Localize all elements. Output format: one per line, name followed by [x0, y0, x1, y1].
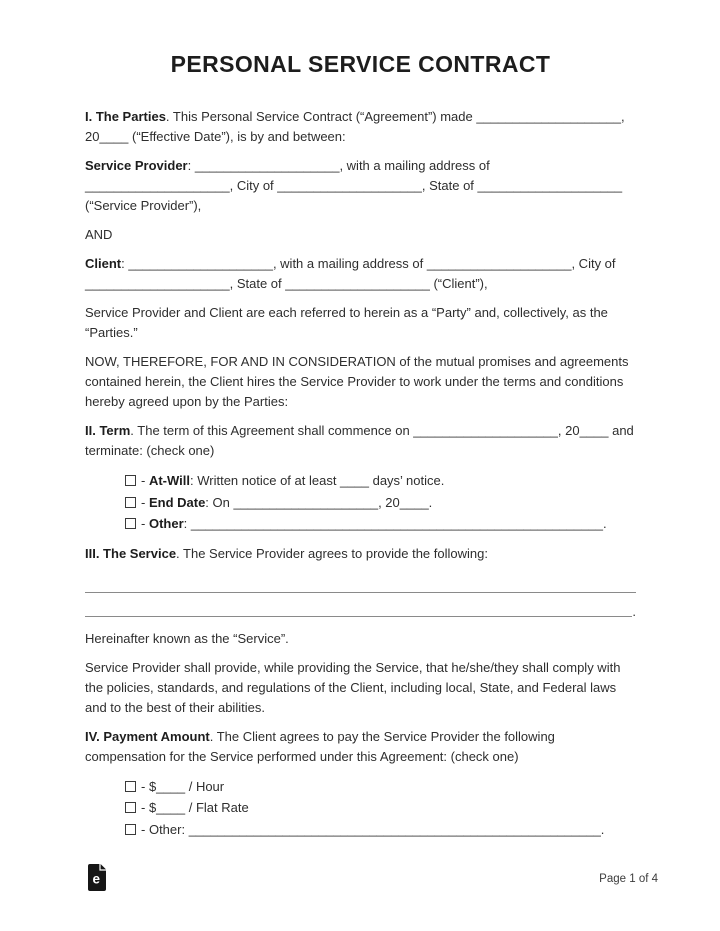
client-paragraph	[85, 254, 636, 294]
term-options	[85, 470, 636, 535]
option-label-rest: : Written notice of at least ____ days’ notice.	[190, 473, 445, 488]
parties-heading: I. The Parties	[85, 109, 166, 124]
document-body	[85, 51, 636, 849]
term-option-at-will	[125, 470, 636, 492]
checkbox-term-other[interactable]	[125, 518, 136, 529]
checkbox-flat-rate[interactable]	[125, 802, 136, 813]
document-title: PERSONAL SERVICE CONTRACT	[170, 51, 551, 77]
service-paragraph	[85, 544, 636, 564]
parties-intro-paragraph	[85, 107, 636, 147]
option-label-bold: Other	[148, 516, 184, 531]
client-label: Client	[85, 256, 122, 271]
option-prefix: -	[141, 800, 149, 815]
payment-option-flat-rate	[125, 797, 636, 819]
payment-heading: IV. Payment Amount	[85, 728, 210, 744]
checkbox-hourly[interactable]	[125, 781, 136, 792]
checkbox-at-will[interactable]	[125, 475, 136, 486]
service-heading: III. The Service	[85, 545, 177, 561]
consideration-paragraph: NOW, THEREFORE, FOR AND IN CONSIDERATION of the mutual promises and agreements contained herein, the Client hires the Service Provider to work under the terms and conditions hereby agreed upon by the Parties:	[85, 354, 629, 409]
and-separator: AND	[85, 227, 113, 242]
blank-rule	[85, 616, 632, 617]
eforms-logo	[88, 864, 106, 896]
term-paragraph	[85, 421, 636, 461]
term-heading: II. Term	[85, 423, 131, 438]
option-label-bold: At-Will	[148, 473, 190, 488]
option-prefix: -	[141, 494, 149, 510]
payment-paragraph	[85, 727, 636, 767]
payment-options	[85, 776, 636, 841]
hereinafter-paragraph: Hereinafter known as the “Service”.	[85, 630, 289, 646]
service-text: . The Service Provider agrees to provide the following:	[176, 545, 488, 561]
page-number: Page 1 of 4	[599, 873, 658, 885]
logo-letter: e	[92, 871, 100, 887]
term-option-end-date	[125, 492, 636, 514]
option-prefix: -	[141, 473, 149, 488]
checkbox-end-date[interactable]	[125, 497, 136, 508]
payment-option-other	[125, 819, 636, 841]
term-option-other	[125, 513, 636, 535]
collectively-paragraph: Service Provider and Client are each referred to herein as a “Party” and, collectively, as the “Parties.”	[85, 305, 608, 340]
option-prefix: -	[141, 778, 149, 794]
option-label-rest: Other: _________________________________________________________.	[148, 821, 605, 837]
option-label-rest: $____ / Flat Rate	[148, 800, 249, 815]
document-icon	[88, 864, 106, 891]
service-provider-text: : ____________________, with a mailing address of ____________________, City of ____________________, State of ____________________ (“Service Provider”),	[85, 158, 623, 213]
term-text: . The term of this Agreement shall commence on ____________________, 20____ and terminate: (check one)	[85, 423, 634, 458]
service-description-block	[85, 570, 636, 617]
service-provider-label: Service Provider	[85, 158, 188, 173]
option-label-rest: : On ____________________, 20____.	[205, 494, 433, 510]
service-description-line-2[interactable]	[85, 594, 636, 617]
option-label-rest: $____ / Hour	[148, 778, 225, 794]
payment-option-hourly	[125, 776, 636, 798]
option-prefix: -	[141, 821, 149, 837]
option-label-rest: : _________________________________________________________.	[183, 516, 607, 531]
option-prefix: -	[141, 516, 149, 531]
service-description-line-1[interactable]	[85, 570, 636, 593]
compliance-paragraph: Service Provider shall provide, while providing the Service, that he/she/they shall comply with the policies, standards, and regulations of the Client, including local, State, and Federal laws and to the best of their abilities.	[85, 659, 621, 715]
option-label-bold: End Date	[148, 494, 206, 510]
line-terminator: .	[632, 603, 636, 619]
payment-text: . The Client agrees to pay the Service Provider the following compensation for the Service performed under this Agreement: (check one)	[85, 728, 555, 764]
service-provider-paragraph	[85, 156, 636, 216]
client-text: : ____________________, with a mailing address of ____________________, City of ____________________, State of ____________________ (“Client”),	[85, 256, 616, 291]
parties-intro-text: . This Personal Service Contract (“Agreement”) made ____________________, 20____ (“Effective Date”), is by and between:	[85, 109, 625, 144]
checkbox-payment-other[interactable]	[125, 824, 136, 835]
blank-rule	[85, 592, 636, 593]
